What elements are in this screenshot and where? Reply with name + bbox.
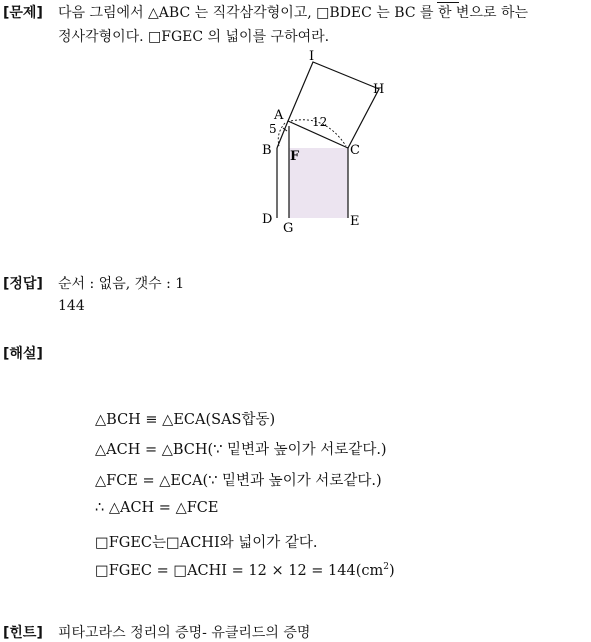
superscript-2: 2	[383, 562, 389, 572]
label-i: I	[309, 49, 315, 64]
label-d: D	[262, 212, 273, 227]
hint-tag: [힌트]	[3, 625, 43, 641]
label-c: C	[350, 143, 360, 158]
hint-text: 피타고라스 정리의 증명- 유클리드의 증명	[58, 625, 311, 641]
label-f: F	[290, 149, 300, 164]
geometry-figure	[255, 42, 395, 242]
problem-tag: [문제]	[3, 5, 43, 21]
explanation-line-3: △FCE = △ECA(∵ 밑변과 높이가 서로같다.)	[95, 473, 382, 489]
label-a: A	[274, 108, 284, 123]
label-b: B	[262, 143, 272, 158]
explanation-tag: [해설]	[3, 346, 43, 362]
explanation-line-6: □FGEC = □ACHI = $12 \times 12 = 144(cm^2)$	[95, 562, 395, 579]
label-h: H	[373, 82, 385, 97]
square-achi	[288, 62, 379, 148]
bc-overline	[437, 2, 459, 3]
answer-value: 144	[58, 298, 85, 314]
length-ac: 12	[312, 115, 328, 129]
problem-line-1: 다음 그림에서 △ABC 는 직각삼각형이고, □BDEC 는 BC 를 한 변으로 하는	[58, 5, 528, 21]
answer-line-1: 순서 : 없음, 갯수 : 1	[58, 276, 185, 292]
explanation-line-1: △BCH ≡ △ECA(SAS합동)	[95, 412, 276, 428]
explanation-line-5: □FGEC는□ACHI와 넓이가 같다.	[95, 535, 318, 551]
label-g: G	[283, 221, 294, 236]
explanation-line-4: ∴ △ACH = △FCE	[95, 500, 219, 516]
problem-line-2: 정사각형이다. □FGEC 의 넓이를 구하여라.	[58, 29, 330, 45]
answer-tag: [정답]	[3, 276, 43, 292]
label-e: E	[350, 214, 360, 229]
length-ab: 5	[269, 122, 277, 136]
explanation-line-2: △ACH = △BCH(∵ 밑변과 높이가 서로같다.)	[95, 442, 387, 458]
